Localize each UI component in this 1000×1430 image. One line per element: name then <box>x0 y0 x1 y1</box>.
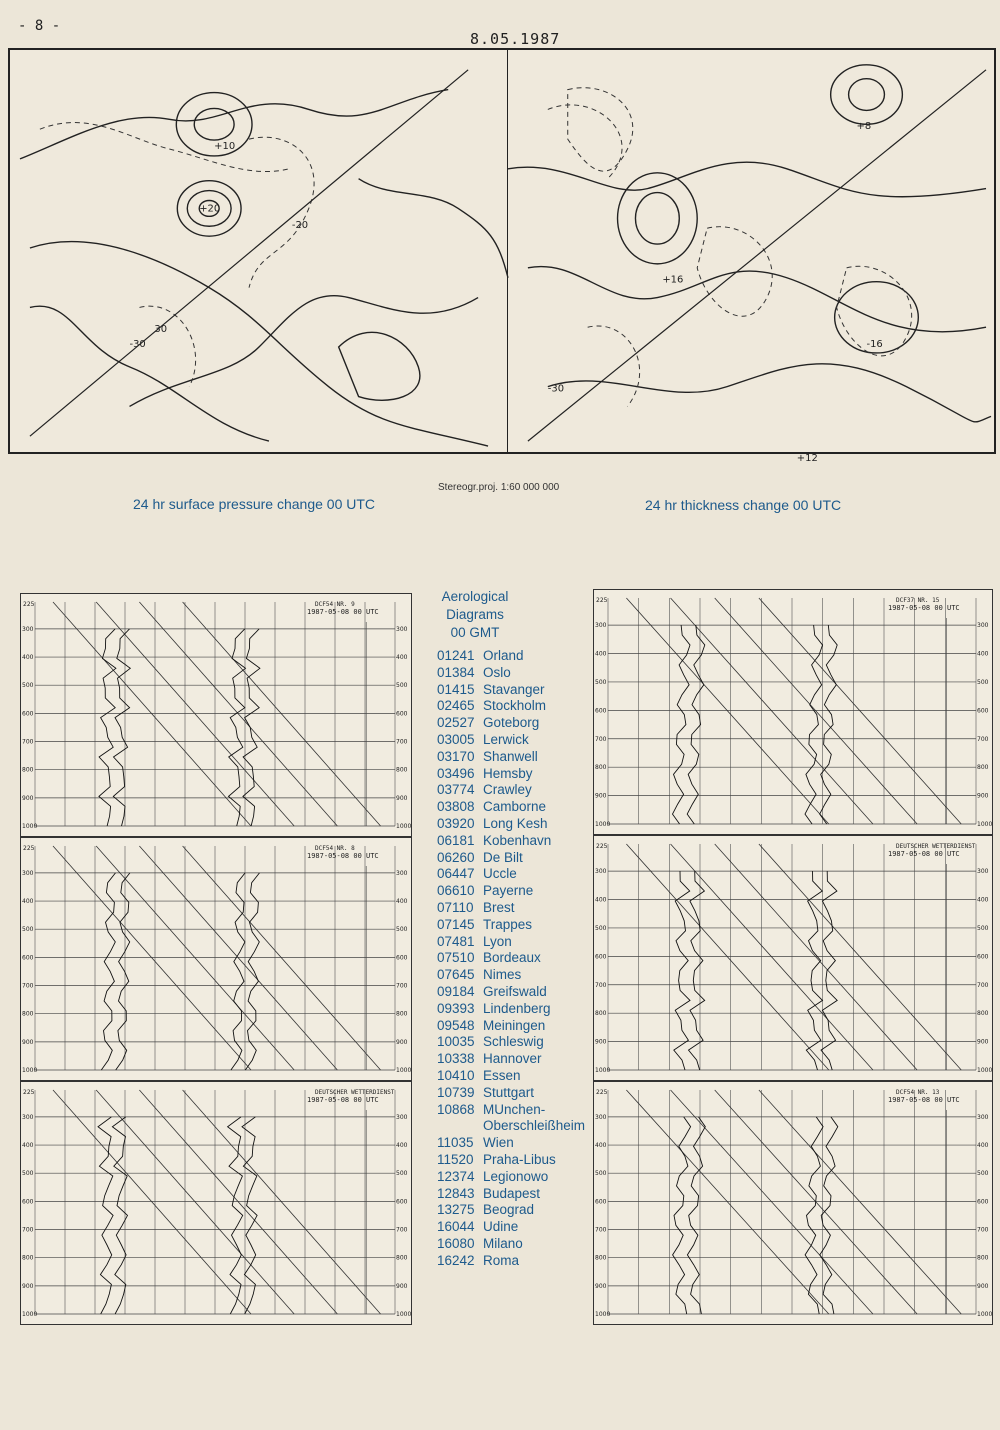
surface-pressure-caption: 24 hr surface pressure change 00 UTC <box>133 496 376 512</box>
station-code: 07510 <box>437 950 475 966</box>
station-code: 12843 <box>437 1185 475 1201</box>
adiabat-line <box>626 844 828 1070</box>
station-row <box>437 1152 585 1169</box>
station-row <box>437 715 585 732</box>
isobar-label: 300 <box>22 869 34 877</box>
isobar-label-right: 900 <box>396 1282 408 1290</box>
isobar-label-right: 500 <box>977 924 989 932</box>
station-row <box>437 1219 585 1236</box>
station-name: Meiningen <box>483 1017 546 1033</box>
isobar-label-right: 700 <box>396 1226 408 1234</box>
diagram-label: DCF54 NR. 9 <box>315 601 355 608</box>
diagram-stamp: 1987-05-08 00 UTC <box>888 604 960 612</box>
isobar-label: 500 <box>595 1170 607 1178</box>
isobar-label: 600 <box>595 1198 607 1206</box>
isobar-label: 400 <box>595 1142 607 1150</box>
station-row <box>437 665 585 682</box>
station-code: 07145 <box>437 916 475 932</box>
diagram-drawing <box>594 836 992 1080</box>
station-row <box>437 1186 585 1203</box>
isobar-label: 700 <box>595 981 607 989</box>
isobar-label: 800 <box>595 1010 607 1018</box>
page-number: - 8 - <box>18 18 61 34</box>
svg-text:+12: +12 <box>796 452 818 464</box>
adiabat-line <box>139 1090 337 1314</box>
station-name: Lindenberg <box>483 1000 551 1016</box>
isobar-label-right: 800 <box>396 1254 408 1262</box>
station-code: 03920 <box>437 815 475 831</box>
aerological-title-line: Diagrams <box>446 607 504 622</box>
sounding-curve <box>228 1117 243 1314</box>
isobar-label-right: 300 <box>396 869 408 877</box>
isobar-label-right: 1000 <box>396 823 412 830</box>
diagram-label: DCF54 NR. 8 <box>315 845 355 852</box>
isobar-label: 700 <box>595 1226 607 1234</box>
station-code: 13275 <box>437 1202 475 1218</box>
sounding-curve <box>242 1117 257 1314</box>
station-name: Stavanger <box>483 681 545 697</box>
adiabat-line <box>96 602 294 826</box>
station-row <box>437 850 585 867</box>
station-code: 01415 <box>437 681 475 697</box>
station-row <box>437 1018 585 1035</box>
isobar-label: 400 <box>22 1142 34 1150</box>
sounding-curve <box>98 1117 113 1314</box>
isobar-label-right: 600 <box>396 954 408 962</box>
isobar-label: 800 <box>22 1010 34 1018</box>
isobar-label-right: 600 <box>396 1198 408 1206</box>
diagram-stamp: 1987-05-08 00 UTC <box>888 850 960 858</box>
sounding-curve <box>673 1117 691 1314</box>
sounding-curve <box>674 871 690 1070</box>
isobar-label: 500 <box>22 1170 34 1178</box>
station-row <box>437 1236 585 1253</box>
station-row <box>437 984 585 1001</box>
pressure-top-label: 225 <box>23 1089 35 1096</box>
isobar-label-right: 1000 <box>396 1067 412 1074</box>
isobar-label-right: 800 <box>977 1254 989 1262</box>
station-name: De Bilt <box>483 849 523 865</box>
sounding-curve <box>806 871 822 1070</box>
station-code: 12374 <box>437 1168 475 1184</box>
station-code: 09184 <box>437 983 475 999</box>
thickness-caption: 24 hr thickness change 00 UTC <box>645 497 842 513</box>
svg-text:+10: +10 <box>214 141 236 153</box>
diagram-label: DCF54 NR. 13 <box>896 1089 940 1096</box>
station-code: 06260 <box>437 849 475 865</box>
diagram-label: DEUTSCHER WETTERDIENST <box>896 843 976 850</box>
station-row <box>437 1085 585 1102</box>
svg-text:30: 30 <box>154 324 168 336</box>
station-row <box>437 967 585 984</box>
station-code: 10035 <box>437 1034 475 1050</box>
station-row <box>437 799 585 816</box>
diagram-drawing <box>594 1082 992 1324</box>
isobar-label-right: 300 <box>977 1113 989 1121</box>
station-name: Oslo <box>483 664 511 680</box>
isobar-label: 1000 <box>22 823 38 830</box>
isobar-label-right: 400 <box>396 654 408 662</box>
pressure-top-label: 225 <box>596 1089 608 1096</box>
station-code: 11035 <box>437 1135 474 1151</box>
isobar-label: 600 <box>595 953 607 961</box>
adiabat-line <box>139 846 337 1070</box>
adiabat-line <box>759 1090 961 1314</box>
station-row <box>437 816 585 833</box>
station-name: Roma <box>483 1252 520 1268</box>
isobar-label-right: 700 <box>977 735 989 743</box>
station-code: 06447 <box>437 866 475 882</box>
adiabat-line <box>626 598 828 824</box>
station-code: 06610 <box>437 883 475 899</box>
pressure-top-label: 225 <box>596 597 608 604</box>
station-row <box>437 833 585 850</box>
adiabat-line <box>96 1090 294 1314</box>
isobar-label-right: 400 <box>396 898 408 906</box>
isobar-label-right: 1000 <box>977 1311 993 1318</box>
isobar-label-right: 400 <box>977 1142 989 1150</box>
station-row <box>437 1034 585 1051</box>
station-name: Lerwick <box>483 731 529 747</box>
station-name: Milano <box>483 1235 523 1251</box>
isobar-label: 600 <box>22 710 34 718</box>
isobar-label-right: 300 <box>977 868 989 876</box>
aerological-diagram <box>20 837 412 1081</box>
station-name: Crawley <box>483 782 532 798</box>
station-code: 16242 <box>437 1252 475 1268</box>
isobar-label: 600 <box>22 954 34 962</box>
aerological-title-line: Aerological <box>441 589 509 604</box>
station-name: Brest <box>483 899 515 915</box>
station-row <box>437 682 585 699</box>
isobar-label-right: 800 <box>396 1010 408 1018</box>
isobar-label: 300 <box>22 625 34 633</box>
station-code: 03496 <box>437 765 475 781</box>
station-name: Hannover <box>483 1051 542 1067</box>
station-code: 09393 <box>437 1000 475 1016</box>
station-name: Camborne <box>483 799 547 815</box>
sounding-curve <box>687 625 705 824</box>
station-name: Praha-Libus <box>483 1151 556 1167</box>
isobar-label-right: 300 <box>396 1113 408 1121</box>
adiabat-line <box>759 844 961 1070</box>
station-row <box>437 950 585 967</box>
station-code: 16080 <box>437 1235 475 1251</box>
station-row <box>437 766 585 783</box>
projection-note: Stereogr.proj. 1:60 000 000 <box>438 482 560 493</box>
isobar-label: 300 <box>595 622 607 630</box>
station-name: Goteborg <box>483 715 540 731</box>
station-name: Stockholm <box>483 698 547 714</box>
aerological-title <box>432 588 518 642</box>
station-row <box>437 917 585 934</box>
aerological-diagram <box>593 835 993 1081</box>
station-name: Udine <box>483 1219 519 1235</box>
station-name: Essen <box>483 1067 521 1083</box>
station-row <box>437 900 585 917</box>
station-row <box>437 732 585 749</box>
aerological-title-line: 00 GMT <box>450 625 500 640</box>
isobar-label: 900 <box>595 792 607 800</box>
adiabat-line <box>671 1090 873 1314</box>
isobar-label: 600 <box>22 1198 34 1206</box>
isobar-label: 900 <box>22 1282 34 1290</box>
isobar-label: 500 <box>22 682 34 690</box>
sounding-curve <box>689 871 705 1070</box>
station-name: Budapest <box>483 1185 541 1201</box>
svg-text:-20: -20 <box>291 220 309 232</box>
isobar-label: 700 <box>22 1226 34 1234</box>
station-name: Uccle <box>483 866 517 882</box>
isobar-label: 400 <box>22 898 34 906</box>
isobar-label-right: 1000 <box>396 1311 412 1318</box>
diagram-label: DCF37 NR. 15 <box>896 597 940 604</box>
station-row <box>437 1135 585 1152</box>
isobar-label: 400 <box>22 654 34 662</box>
isobar-label: 800 <box>595 1254 607 1262</box>
isobar-label: 700 <box>22 738 34 746</box>
svg-text:-16: -16 <box>866 339 883 351</box>
station-code: 03005 <box>437 731 475 747</box>
station-name: Oberschleißheim <box>483 1118 586 1134</box>
station-code: 07110 <box>437 899 474 915</box>
station-name: MUnchen- <box>483 1101 546 1117</box>
station-code: 10868 <box>437 1101 475 1117</box>
diagram-drawing <box>594 590 992 834</box>
isobar-label: 300 <box>595 868 607 876</box>
station-name: Greifswald <box>483 983 547 999</box>
isobar-label-right: 600 <box>396 710 408 718</box>
sounding-curve <box>805 625 823 824</box>
station-code: 07645 <box>437 967 475 983</box>
svg-text:+8: +8 <box>856 121 872 133</box>
isobar-label-right: 300 <box>396 625 408 633</box>
station-row <box>437 1068 585 1085</box>
sounding-curve <box>821 871 837 1070</box>
isobar-label: 400 <box>595 896 607 904</box>
station-code: 01384 <box>437 664 475 680</box>
station-name: Nimes <box>483 967 522 983</box>
page-date: 8.05.1987 <box>470 30 561 48</box>
isobar-label-right: 800 <box>396 766 408 774</box>
isobar-label: 1000 <box>595 821 611 828</box>
isobar-label-right: 800 <box>977 1010 989 1018</box>
isobar-label-right: 700 <box>396 738 408 746</box>
station-name: Trappes <box>483 916 533 932</box>
adiabat-line <box>759 598 961 824</box>
station-code: 03774 <box>437 782 475 798</box>
svg-text:-30: -30 <box>547 383 565 395</box>
aerological-diagram <box>593 1081 993 1325</box>
isobar-label-right: 500 <box>396 1170 408 1178</box>
adiabat-line <box>53 1090 251 1314</box>
aerological-diagram <box>20 593 412 837</box>
isobar-label: 500 <box>22 926 34 934</box>
station-row <box>437 934 585 951</box>
station-row <box>437 749 585 766</box>
station-code: 02527 <box>437 715 475 731</box>
isobar-label-right: 500 <box>396 926 408 934</box>
isobar-label: 1000 <box>595 1067 611 1074</box>
station-row <box>437 1118 585 1135</box>
station-row <box>437 698 585 715</box>
station-name: Shanwell <box>483 748 538 764</box>
adiabat-line <box>715 598 917 824</box>
adiabat-line <box>96 846 294 1070</box>
station-code: 03170 <box>437 748 475 764</box>
map-drawing <box>10 50 994 464</box>
isobar-label-right: 700 <box>977 981 989 989</box>
station-row <box>437 1102 585 1119</box>
isobar-label-right: 900 <box>396 794 408 802</box>
station-row <box>437 648 585 665</box>
station-row <box>437 866 585 883</box>
sounding-curve <box>673 625 691 824</box>
isobar-label: 800 <box>595 764 607 772</box>
adiabat-line <box>626 1090 828 1314</box>
isobar-label: 500 <box>595 678 607 686</box>
sounding-curve <box>245 873 259 1070</box>
station-code: 10410 <box>437 1067 475 1083</box>
isobar-label-right: 900 <box>396 1038 408 1046</box>
isobar-label: 900 <box>595 1038 607 1046</box>
isobar-label-right: 500 <box>396 682 408 690</box>
diagram-stamp: 1987-05-08 00 UTC <box>307 852 379 860</box>
diagram-drawing <box>21 1082 411 1324</box>
aerological-diagram <box>20 1081 412 1325</box>
isobar-label-right: 700 <box>396 982 408 990</box>
station-name: Long Kesh <box>483 815 548 831</box>
pressure-top-label: 225 <box>23 601 35 608</box>
station-name: Bordeaux <box>483 950 541 966</box>
isobar-label-right: 900 <box>977 792 989 800</box>
station-code: 02465 <box>437 698 475 714</box>
sounding-curve <box>687 1117 705 1314</box>
station-name: Schleswig <box>483 1034 544 1050</box>
weather-maps <box>8 48 996 464</box>
adiabat-line <box>53 846 251 1070</box>
isobar-label: 700 <box>595 735 607 743</box>
station-name: Kobenhavn <box>483 832 552 848</box>
pressure-top-label: 225 <box>596 843 608 850</box>
diagram-stamp: 1987-05-08 00 UTC <box>307 1096 379 1104</box>
station-name: Stuttgart <box>483 1084 535 1100</box>
isobar-label-right: 900 <box>977 1038 989 1046</box>
adiabat-line <box>715 844 917 1070</box>
isobar-label-right: 800 <box>977 764 989 772</box>
isobar-label-right: 400 <box>396 1142 408 1150</box>
isobar-label: 300 <box>595 1113 607 1121</box>
adiabat-line <box>53 602 251 826</box>
station-row <box>437 1169 585 1186</box>
isobar-label-right: 500 <box>977 678 989 686</box>
station-row <box>437 1202 585 1219</box>
station-code <box>437 1118 483 1135</box>
isobar-label: 600 <box>595 707 607 715</box>
isobar-label: 900 <box>22 1038 34 1046</box>
station-code: 16044 <box>437 1219 475 1235</box>
station-row <box>437 1253 585 1270</box>
station-code: 11520 <box>437 1151 474 1167</box>
aerological-diagram <box>593 589 993 835</box>
station-name: Payerne <box>483 883 534 899</box>
station-name: Wien <box>483 1135 514 1151</box>
isobar-label-right: 1000 <box>977 821 993 828</box>
station-code: 06181 <box>437 832 475 848</box>
station-code: 07481 <box>437 933 475 949</box>
station-code: 03808 <box>437 799 475 815</box>
isobar-label: 1000 <box>22 1311 38 1318</box>
isobar-label: 900 <box>22 794 34 802</box>
adiabat-line <box>671 598 873 824</box>
isobar-label-right: 500 <box>977 1170 989 1178</box>
station-name: Lyon <box>483 933 512 949</box>
station-name: Hemsby <box>483 765 533 781</box>
diagram-label: DEUTSCHER WETTERDIENST <box>315 1089 395 1096</box>
station-name: Orland <box>483 648 524 663</box>
diagram-drawing <box>21 838 411 1080</box>
station-row <box>437 782 585 799</box>
isobar-label: 1000 <box>595 1311 611 1318</box>
isobar-label-right: 300 <box>977 622 989 630</box>
station-name: Beograd <box>483 1202 535 1218</box>
adiabat-line <box>183 846 381 1070</box>
sounding-curve <box>113 629 130 826</box>
isobar-label-right: 600 <box>977 707 989 715</box>
map-divider <box>507 48 508 454</box>
diagram-drawing <box>21 594 411 836</box>
station-row <box>437 883 585 900</box>
station-row <box>437 1001 585 1018</box>
isobar-label: 500 <box>595 924 607 932</box>
isobar-label-right: 400 <box>977 896 989 904</box>
isobar-label: 800 <box>22 1254 34 1262</box>
isobar-label-right: 600 <box>977 1198 989 1206</box>
sounding-curve <box>243 629 260 826</box>
station-code: 10739 <box>437 1084 475 1100</box>
station-list <box>437 648 585 1269</box>
diagram-stamp: 1987-05-08 00 UTC <box>307 608 379 616</box>
diagram-stamp: 1987-05-08 00 UTC <box>888 1096 960 1104</box>
sounding-curve <box>116 873 130 1070</box>
station-code: 01241 <box>437 648 475 663</box>
station-row <box>437 1051 585 1068</box>
svg-text:+16: +16 <box>662 274 684 286</box>
adiabat-line <box>183 1090 381 1314</box>
isobar-label: 1000 <box>22 1067 38 1074</box>
isobar-label-right: 1000 <box>977 1067 993 1074</box>
sounding-curve <box>805 1117 823 1314</box>
isobar-label-right: 700 <box>977 1226 989 1234</box>
isobar-label: 800 <box>22 766 34 774</box>
isobar-label-right: 900 <box>977 1282 989 1290</box>
isobar-label-right: 600 <box>977 953 989 961</box>
adiabat-line <box>183 602 381 826</box>
isobar-label-right: 400 <box>977 650 989 658</box>
svg-text:+20: +20 <box>199 203 221 215</box>
station-name: Legionowo <box>483 1168 549 1184</box>
pressure-top-label: 225 <box>23 845 35 852</box>
station-code: 10338 <box>437 1051 475 1067</box>
isobar-label: 400 <box>595 650 607 658</box>
isobar-label: 300 <box>22 1113 34 1121</box>
station-code: 09548 <box>437 1017 475 1033</box>
isobar-label: 700 <box>22 982 34 990</box>
isobar-label: 900 <box>595 1282 607 1290</box>
svg-text:-30: -30 <box>129 339 146 351</box>
